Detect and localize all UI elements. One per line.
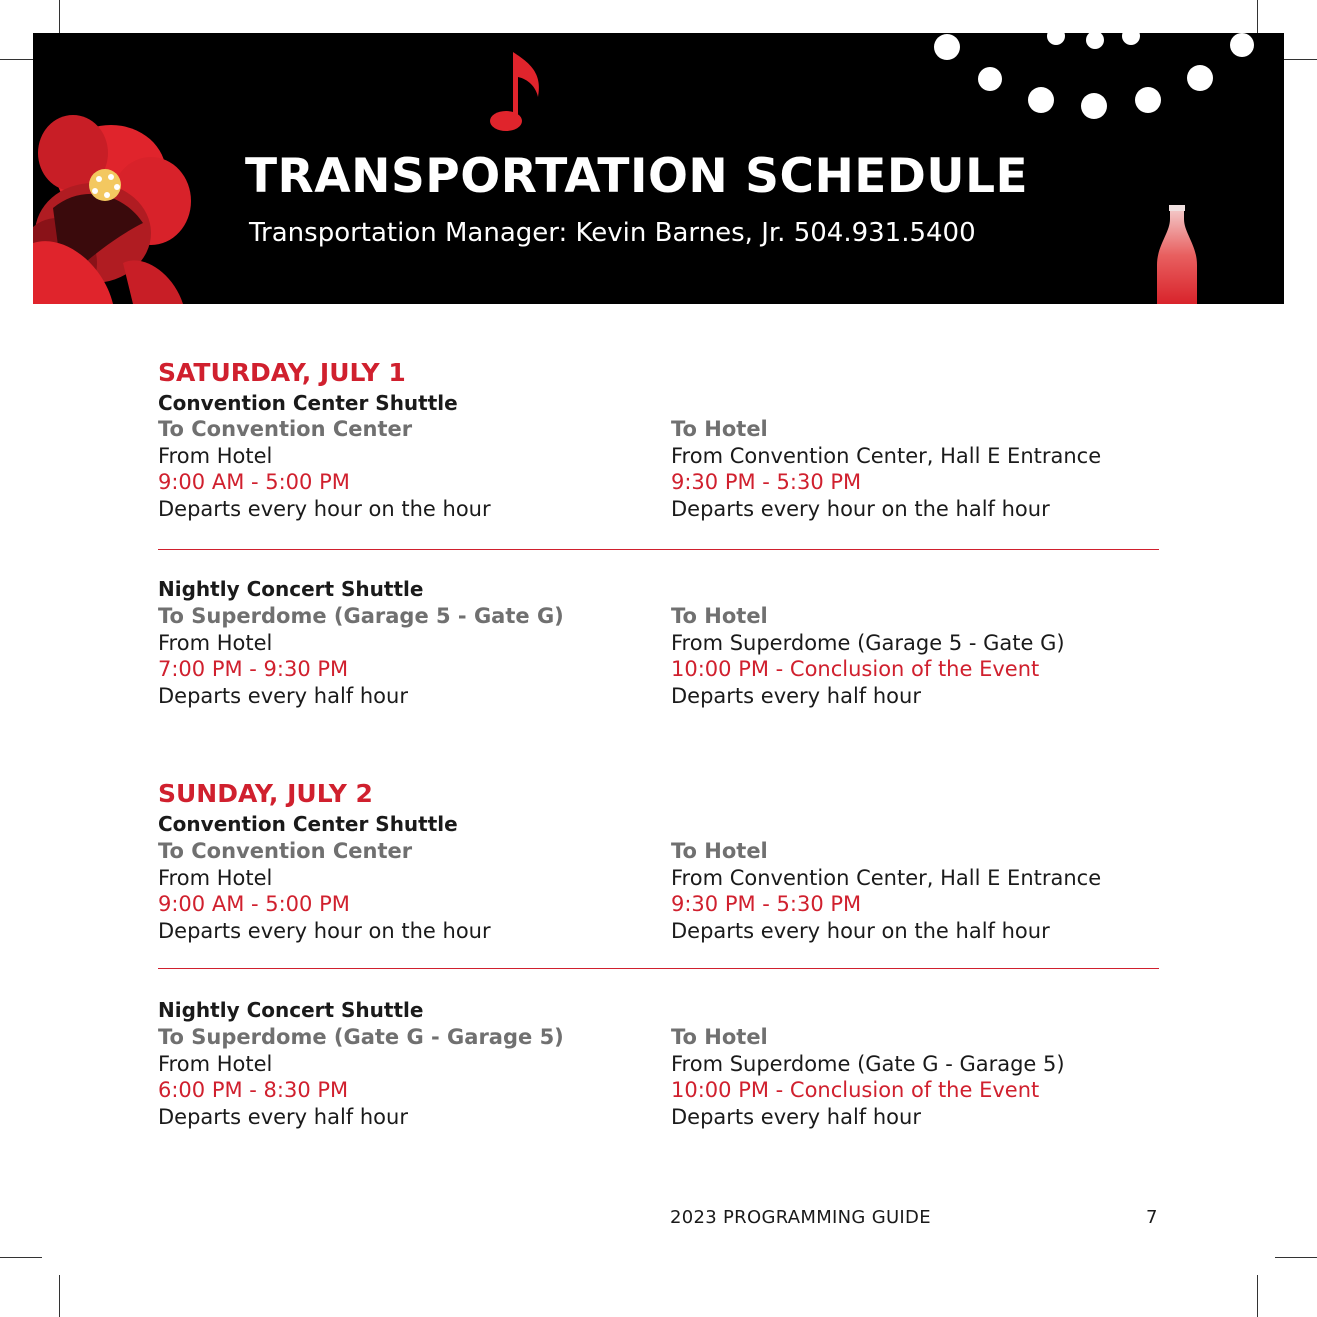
schedule-block-to-hotel [671,603,1065,710]
crop-mark [1257,1275,1258,1317]
shuttle-title-concert: Nightly Concert Shuttle [158,998,424,1022]
decor-dot [1028,87,1054,113]
route-origin: From Superdome (Gate G - Garage 5) [671,1051,1065,1076]
route-origin: From Hotel [158,630,273,655]
route-direction: To Hotel [671,417,768,441]
route-origin: From Convention Center, Hall E Entrance [671,443,1102,468]
header-banner [33,33,1284,304]
decor-dot [1135,87,1161,113]
route-origin: From Hotel [158,1051,273,1076]
schedule-block-to-superdome [158,1024,564,1131]
route-frequency: Departs every hour on the hour [158,919,491,944]
shuttle-title-convention: Convention Center Shuttle [158,391,458,415]
music-note-icon [488,47,558,137]
schedule-block-to-hotel [671,1024,1065,1131]
route-frequency: Departs every hour on the half hour [671,497,1050,522]
route-frequency: Departs every half hour [671,684,921,709]
route-frequency: Departs every half hour [158,684,408,709]
route-time: 9:00 AM - 5:00 PM [158,892,350,917]
schedule-block-to-convention [158,416,491,523]
day-heading-sunday: SUNDAY, JULY 2 [158,779,373,808]
route-frequency: Departs every half hour [158,1105,408,1130]
route-direction: To Hotel [671,1025,768,1049]
decor-dot [1086,33,1104,49]
route-time: 10:00 PM - Conclusion of the Event [671,657,1040,682]
route-frequency: Departs every hour on the half hour [671,919,1050,944]
route-direction: To Hotel [671,604,768,628]
schedule-block-to-convention [158,838,491,945]
section-divider [158,549,1159,550]
route-time: 7:00 PM - 9:30 PM [158,657,349,682]
decor-dot [1081,93,1107,119]
route-time: 6:00 PM - 8:30 PM [158,1078,349,1103]
decor-dot [1187,65,1213,91]
section-divider [158,968,1159,969]
route-direction: To Superdome (Garage 5 - Gate G) [158,604,564,628]
route-time: 9:30 PM - 5:30 PM [671,892,862,917]
route-frequency: Departs every half hour [671,1105,921,1130]
route-origin: From Convention Center, Hall E Entrance [671,865,1102,890]
route-direction: To Convention Center [158,839,413,863]
route-origin: From Superdome (Garage 5 - Gate G) [671,630,1065,655]
decor-dot [1122,33,1140,45]
route-time: 10:00 PM - Conclusion of the Event [671,1078,1040,1103]
page-title: TRANSPORTATION SCHEDULE [245,149,1029,204]
schedule-block-to-hotel [671,416,1101,523]
flower-illustration [33,113,203,304]
shuttle-title-concert: Nightly Concert Shuttle [158,577,424,601]
route-time: 9:30 PM - 5:30 PM [671,470,862,495]
decor-dot [978,67,1002,91]
shuttle-title-convention: Convention Center Shuttle [158,812,458,836]
day-heading-saturday: SATURDAY, JULY 1 [158,358,406,387]
route-frequency: Departs every hour on the hour [158,497,491,522]
page-number: 7 [1146,1207,1158,1228]
bottle-illustration [1153,205,1201,304]
crop-mark [59,1275,60,1317]
route-direction: To Hotel [671,839,768,863]
schedule-block-to-hotel [671,838,1101,945]
route-direction: To Superdome (Gate G - Garage 5) [158,1025,564,1049]
footer-guide-title: 2023 PROGRAMMING GUIDE [670,1207,931,1228]
route-origin: From Hotel [158,865,273,890]
decor-dot [934,34,960,60]
crop-mark [1275,1257,1317,1258]
decor-dot [1230,33,1254,57]
transportation-manager-contact: Transportation Manager: Kevin Barnes, Jr. 504.931.5400 [249,218,976,248]
decor-dot [1047,33,1065,45]
schedule-block-to-superdome [158,603,564,710]
crop-mark [0,1257,42,1258]
route-time: 9:00 AM - 5:00 PM [158,470,350,495]
route-direction: To Convention Center [158,417,413,441]
route-origin: From Hotel [158,443,273,468]
